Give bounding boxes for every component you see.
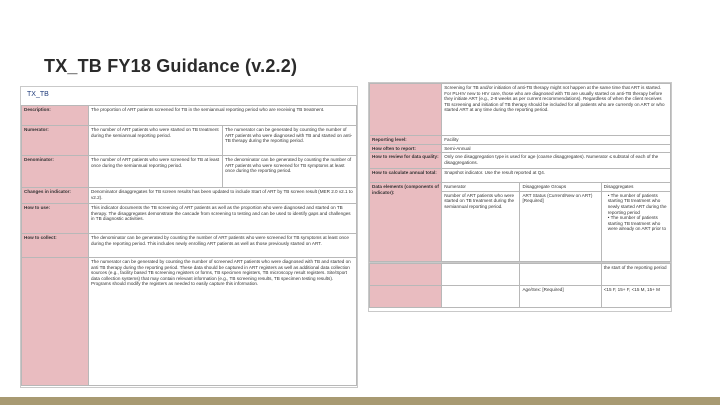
table-row [370, 286, 671, 308]
row-label: How to calculate annual total: [370, 169, 442, 183]
indicator-heading: TX_TB [27, 91, 49, 98]
row-label [370, 84, 442, 136]
row-text: The number of ART patients who were started on TB treatment during the semiannual reporting period. [89, 126, 223, 156]
row-text: Semi-Annual [442, 144, 671, 153]
empty-cell [442, 286, 520, 308]
row-label: Changes in indicator: [22, 188, 89, 204]
data-elements-label: Data elements (components of indicator): [370, 183, 442, 262]
continuation-table [369, 263, 671, 308]
table-row [22, 258, 357, 386]
row-text: The number of ART patients who were screened for TB at least once during the semiannual reporting period. [89, 156, 223, 188]
row-text: The denominator can be generated by counting the number of ART patients who were screened for TB symptoms at least once during the reporting period. This includes newly enrolling ART patients as well as those previously started on ART. [89, 234, 357, 258]
row-text: The numerator can be generated by counting the number of ART patients who were diagnosed with TB and started on anti-TB therapy during the reporting period. [223, 126, 357, 156]
table-row [22, 106, 357, 126]
row-text: Denominator disaggregates for TB screen results has been updated to include Start of ART by TB screen result (MER 2.0 v2.1 to v2.2). [89, 188, 357, 204]
row-label: How to use: [22, 204, 89, 234]
intro-text: Screening for TB and/or initiation of anti-TB therapy might not happen at the same time that ART is started. For PLHIV new to HIV care, those who are diagnosed with TB are usually started on anti-TB therapy before they initiate ART (e.g., 2-8 weeks as per current recommendations). Regardless of when the client receives TB screening and initiation of TB therapy should be included for all patients who are currently on ART or who started ART at any time during the reporting period. [442, 84, 671, 136]
table-row [370, 144, 671, 153]
empty-cell [520, 264, 601, 286]
row-label: Description: [22, 106, 89, 126]
table-row [370, 153, 671, 169]
row-label [370, 264, 442, 286]
row-label: How often to report: [370, 144, 442, 153]
left-guidance-document [20, 86, 358, 388]
table-row [370, 136, 671, 145]
age-sex-values: <15 F, 15+ F, <15 M, 15+ M [601, 286, 670, 308]
row-text: Facility [442, 136, 671, 145]
row-text: The proportion of ART patients screened for TB in the semiannual reporting period who are receiving TB treatment. [89, 106, 357, 126]
row-label: Numerator: [22, 126, 89, 156]
right-guidance-continuation [368, 262, 672, 312]
row-label [22, 258, 89, 386]
row-label: How to collect: [22, 234, 89, 258]
row-label: How to review for data quality: [370, 153, 442, 169]
table-row [370, 169, 671, 183]
column-header: Numerator [442, 183, 520, 192]
row-label: Denominator: [22, 156, 89, 188]
table-row [370, 264, 671, 286]
row-text: The numerator can be generated by counting the number of screened ART patients who were diagnosed with TB and started on anti TB therapy during the reporting period. These data should be captured in ART registers as well as additional data collection sources (e.g., facility based TB screening registers or forms, TB specimen registers, TB microscopy result registers. Site/Sport data collection systems) that may contain relevant information (e.g., TB screening results, TB specimen testing results). Programs should modify the registers as needed to easily capture this information. [89, 258, 357, 386]
table-row [22, 156, 357, 188]
list-item-text: The number of patients starting TB treatment who were already on ART prior to [607, 215, 667, 232]
row-text: The denominator can be generated by counting the number of ART patients who were screened for TB symptoms at least once during the reporting period. [223, 156, 357, 188]
row-text: Snapshot indicator. Use the result reported at Q4. [442, 169, 671, 183]
left-guidance-table [21, 105, 357, 386]
numerator-description: Number of ART patients who were started on TB treatment during the semiannual reporting period. [442, 191, 520, 261]
table-row [22, 234, 357, 258]
row-text: This indicator documents the TB screening of ART patients as well as the proportion who were diagnosed and started on TB therapy. The disaggregates demonstrate the cascade from screening to testing and can be used to identify gaps and challenges in TB diagnostic activities. [89, 204, 357, 234]
continued-text: the start of the reporting period [601, 264, 670, 286]
disaggregate-list [601, 191, 670, 261]
table-row [22, 204, 357, 234]
table-row [22, 188, 357, 204]
row-text: Only one disaggregation type is used for age (coarse disaggregates). Numerator ≤ subtotal of each of the disaggregations. [442, 153, 671, 169]
list-item-text: The number of patients starting TB treatment who newly started ART during the reporting period [607, 192, 667, 215]
list-item: • The number of patients starting TB treatment who newly started ART during the reporting period [607, 192, 667, 215]
page-title: TX_TB FY18 Guidance (v.2.2) [44, 56, 298, 76]
footer-bar [0, 397, 720, 405]
empty-cell [442, 264, 520, 286]
table-row [370, 183, 671, 192]
table-row [22, 126, 357, 156]
row-label: Reporting level: [370, 136, 442, 145]
column-header: Disaggregate Groups [520, 183, 601, 192]
list-item: • The number of patients starting TB treatment who were already on ART prior to [607, 215, 667, 232]
age-sex-label: Age/Sex: [Required] [520, 286, 601, 308]
disaggregate-group: ART Status (Current/New on ART) [Required] [520, 191, 601, 261]
row-label [370, 286, 442, 308]
table-row [370, 84, 671, 136]
column-header: Disaggregates [601, 183, 670, 192]
right-guidance-table [369, 83, 671, 262]
